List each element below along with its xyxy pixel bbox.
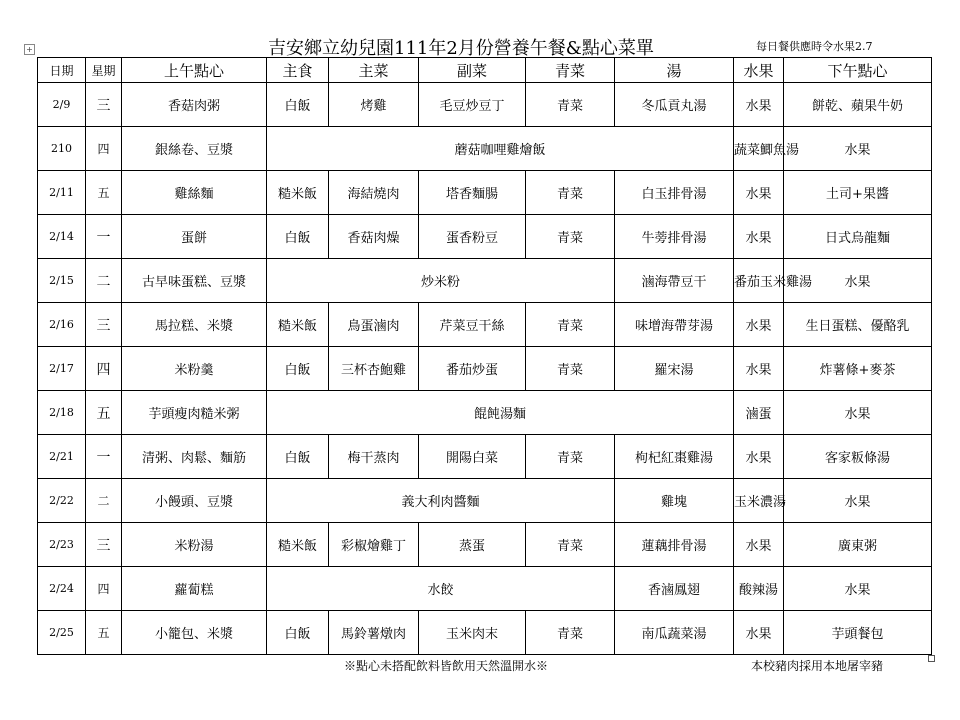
fruit-cell: 水果 [734, 303, 784, 347]
merged-lunch-cell: 義大利肉醬麵 [267, 479, 615, 523]
day-cell: 五 [86, 611, 122, 655]
header-staple: 主食 [267, 58, 329, 83]
veg-cell: 香滷鳳翅 [615, 567, 734, 611]
date-cell: 2/18 [38, 391, 86, 435]
am-snack-cell: 馬拉糕、米漿 [122, 303, 267, 347]
table-row [38, 83, 932, 127]
veg-cell: 青菜 [526, 171, 615, 215]
fruit-cell: 水果 [784, 391, 932, 435]
am-snack-cell: 小饅頭、豆漿 [122, 479, 267, 523]
am-snack-cell: 蘿蔔糕 [122, 567, 267, 611]
day-cell: 四 [86, 567, 122, 611]
merged-lunch-cell: 餛飩湯麵 [267, 391, 734, 435]
side-cell: 蒸蛋 [419, 523, 526, 567]
am-snack-cell: 香菇肉粥 [122, 83, 267, 127]
table-row [38, 127, 932, 171]
staple-cell: 白飯 [267, 435, 329, 479]
header-day: 星期 [86, 58, 122, 83]
am-snack-cell: 蛋餅 [122, 215, 267, 259]
main-cell: 馬鈴薯燉肉 [329, 611, 419, 655]
pm-snack-cell: 炸薯條+麥茶 [784, 347, 932, 391]
table-row [38, 347, 932, 391]
fruit-cell: 水果 [784, 259, 932, 303]
veg-cell: 青菜 [526, 611, 615, 655]
veg-cell: 滷海帶豆干 [615, 259, 734, 303]
date-cell: 2/21 [38, 435, 86, 479]
day-cell: 一 [86, 435, 122, 479]
table-row [38, 303, 932, 347]
date-cell: 2/24 [38, 567, 86, 611]
pm-snack-cell: 廣東粥 [784, 523, 932, 567]
header-row [38, 58, 932, 83]
am-snack-cell: 清粥、肉鬆、麵筋 [122, 435, 267, 479]
fruit-cell: 水果 [734, 347, 784, 391]
drink-note: ※點心未搭配飲料皆飲用天然溫開水※ [344, 659, 549, 673]
date-cell: 2/25 [38, 611, 86, 655]
fruit-cell: 水果 [734, 171, 784, 215]
date-cell: 2/14 [38, 215, 86, 259]
side-cell: 蛋香粉豆 [419, 215, 526, 259]
veg-cell: 青菜 [526, 347, 615, 391]
header-side: 副菜 [419, 58, 526, 83]
pm-snack-cell: 客家粄條湯 [784, 435, 932, 479]
fruit-cell: 水果 [734, 215, 784, 259]
table-row [38, 391, 932, 435]
header-main: 主菜 [329, 58, 419, 83]
am-snack-cell: 銀絲卷、豆漿 [122, 127, 267, 171]
day-cell: 二 [86, 259, 122, 303]
soup-cell: 枸杞紅棗雞湯 [615, 435, 734, 479]
staple-cell: 糙米飯 [267, 171, 329, 215]
staple-cell: 白飯 [267, 611, 329, 655]
pm-snack-cell: 日式烏龍麵 [784, 215, 932, 259]
fruit-cell: 水果 [734, 83, 784, 127]
main-cell: 海結燒肉 [329, 171, 419, 215]
header-date: 日期 [38, 58, 86, 83]
header-veg: 青菜 [526, 58, 615, 83]
day-cell: 四 [86, 127, 122, 171]
soup-cell: 蔬菜鯽魚湯 [734, 127, 784, 171]
fruit-note: 每日餐供應時令水果2.7 [756, 40, 873, 53]
table-row [38, 611, 932, 655]
table-row [38, 523, 932, 567]
table-row [38, 259, 932, 303]
date-cell: 2/23 [38, 523, 86, 567]
main-cell: 彩椒燴雞丁 [329, 523, 419, 567]
main-cell: 梅干蒸肉 [329, 435, 419, 479]
header-soup: 湯 [615, 58, 734, 83]
side-cell: 毛豆炒豆丁 [419, 83, 526, 127]
table-row [38, 479, 932, 523]
main-cell: 烤雞 [329, 83, 419, 127]
staple-cell: 糙米飯 [267, 303, 329, 347]
date-cell: 2/16 [38, 303, 86, 347]
pm-snack-cell: 生日蛋糕、優酪乳 [784, 303, 932, 347]
soup-cell: 酸辣湯 [734, 567, 784, 611]
fruit-cell: 水果 [734, 523, 784, 567]
pm-snack-cell: 芋頭餐包 [784, 611, 932, 655]
soup-cell: 蓮藕排骨湯 [615, 523, 734, 567]
am-snack-cell: 古早味蛋糕、豆漿 [122, 259, 267, 303]
table-row [38, 171, 932, 215]
soup-cell: 白玉排骨湯 [615, 171, 734, 215]
day-cell: 五 [86, 391, 122, 435]
header-pm-snack: 下午點心 [784, 58, 932, 83]
side-cell: 塔香麵腸 [419, 171, 526, 215]
soup-cell: 羅宋湯 [615, 347, 734, 391]
am-snack-cell: 小籠包、米漿 [122, 611, 267, 655]
veg-cell: 青菜 [526, 83, 615, 127]
side-cell: 芹菜豆干絲 [419, 303, 526, 347]
day-cell: 四 [86, 347, 122, 391]
staple-cell: 白飯 [267, 215, 329, 259]
date-cell: 2/9 [38, 83, 86, 127]
side-cell: 玉米肉末 [419, 611, 526, 655]
day-cell: 三 [86, 303, 122, 347]
day-cell: 五 [86, 171, 122, 215]
table-resize-handle[interactable] [928, 655, 935, 662]
date-cell: 2/22 [38, 479, 86, 523]
day-cell: 三 [86, 523, 122, 567]
am-snack-cell: 雞絲麵 [122, 171, 267, 215]
page-title: 吉安鄉立幼兒園111年2月份營養午餐&點心菜單 [268, 38, 654, 59]
merged-lunch-cell: 水餃 [267, 567, 615, 611]
side-cell: 開陽白菜 [419, 435, 526, 479]
side-cell: 番茄炒蛋 [419, 347, 526, 391]
day-cell: 三 [86, 83, 122, 127]
staple-cell: 糙米飯 [267, 523, 329, 567]
menu-table [37, 57, 932, 655]
soup-cell: 滷蛋 [734, 391, 784, 435]
soup-cell: 味增海帶芽湯 [615, 303, 734, 347]
table-row [38, 567, 932, 611]
fruit-cell: 水果 [784, 567, 932, 611]
table-anchor-icon[interactable]: + [24, 44, 35, 55]
soup-cell: 南瓜蔬菜湯 [615, 611, 734, 655]
fruit-cell: 水果 [784, 479, 932, 523]
veg-cell: 青菜 [526, 523, 615, 567]
day-cell: 二 [86, 479, 122, 523]
fruit-cell: 水果 [734, 611, 784, 655]
header-am-snack: 上午點心 [122, 58, 267, 83]
soup-cell: 冬瓜貢丸湯 [615, 83, 734, 127]
am-snack-cell: 米粉羹 [122, 347, 267, 391]
fruit-cell: 水果 [784, 127, 932, 171]
day-cell: 一 [86, 215, 122, 259]
staple-cell: 白飯 [267, 83, 329, 127]
date-cell: 2/15 [38, 259, 86, 303]
main-cell: 鳥蛋滷肉 [329, 303, 419, 347]
am-snack-cell: 米粉湯 [122, 523, 267, 567]
soup-cell: 番茄玉米雞湯 [734, 259, 784, 303]
veg-cell: 青菜 [526, 435, 615, 479]
pm-snack-cell: 餅乾、蘋果牛奶 [784, 83, 932, 127]
header-fruit: 水果 [734, 58, 784, 83]
merged-lunch-cell: 蘑菇咖哩雞燴飯 [267, 127, 734, 171]
pm-snack-cell: 土司+果醬 [784, 171, 932, 215]
main-cell: 香菇肉燥 [329, 215, 419, 259]
staple-cell: 白飯 [267, 347, 329, 391]
pork-note: 本校豬肉採用本地屠宰豬 [751, 659, 884, 673]
date-cell: 2/17 [38, 347, 86, 391]
fruit-cell: 水果 [734, 435, 784, 479]
menu-body [38, 83, 932, 655]
veg-cell: 雞塊 [615, 479, 734, 523]
date-cell: 2/11 [38, 171, 86, 215]
veg-cell: 青菜 [526, 303, 615, 347]
main-cell: 三杯杏鮑雞 [329, 347, 419, 391]
date-cell: 210 [38, 127, 86, 171]
soup-cell: 玉米濃湯 [734, 479, 784, 523]
table-row [38, 215, 932, 259]
merged-lunch-cell: 炒米粉 [267, 259, 615, 303]
table-row [38, 435, 932, 479]
veg-cell: 青菜 [526, 215, 615, 259]
am-snack-cell: 芋頭瘦肉糙米粥 [122, 391, 267, 435]
soup-cell: 牛蒡排骨湯 [615, 215, 734, 259]
